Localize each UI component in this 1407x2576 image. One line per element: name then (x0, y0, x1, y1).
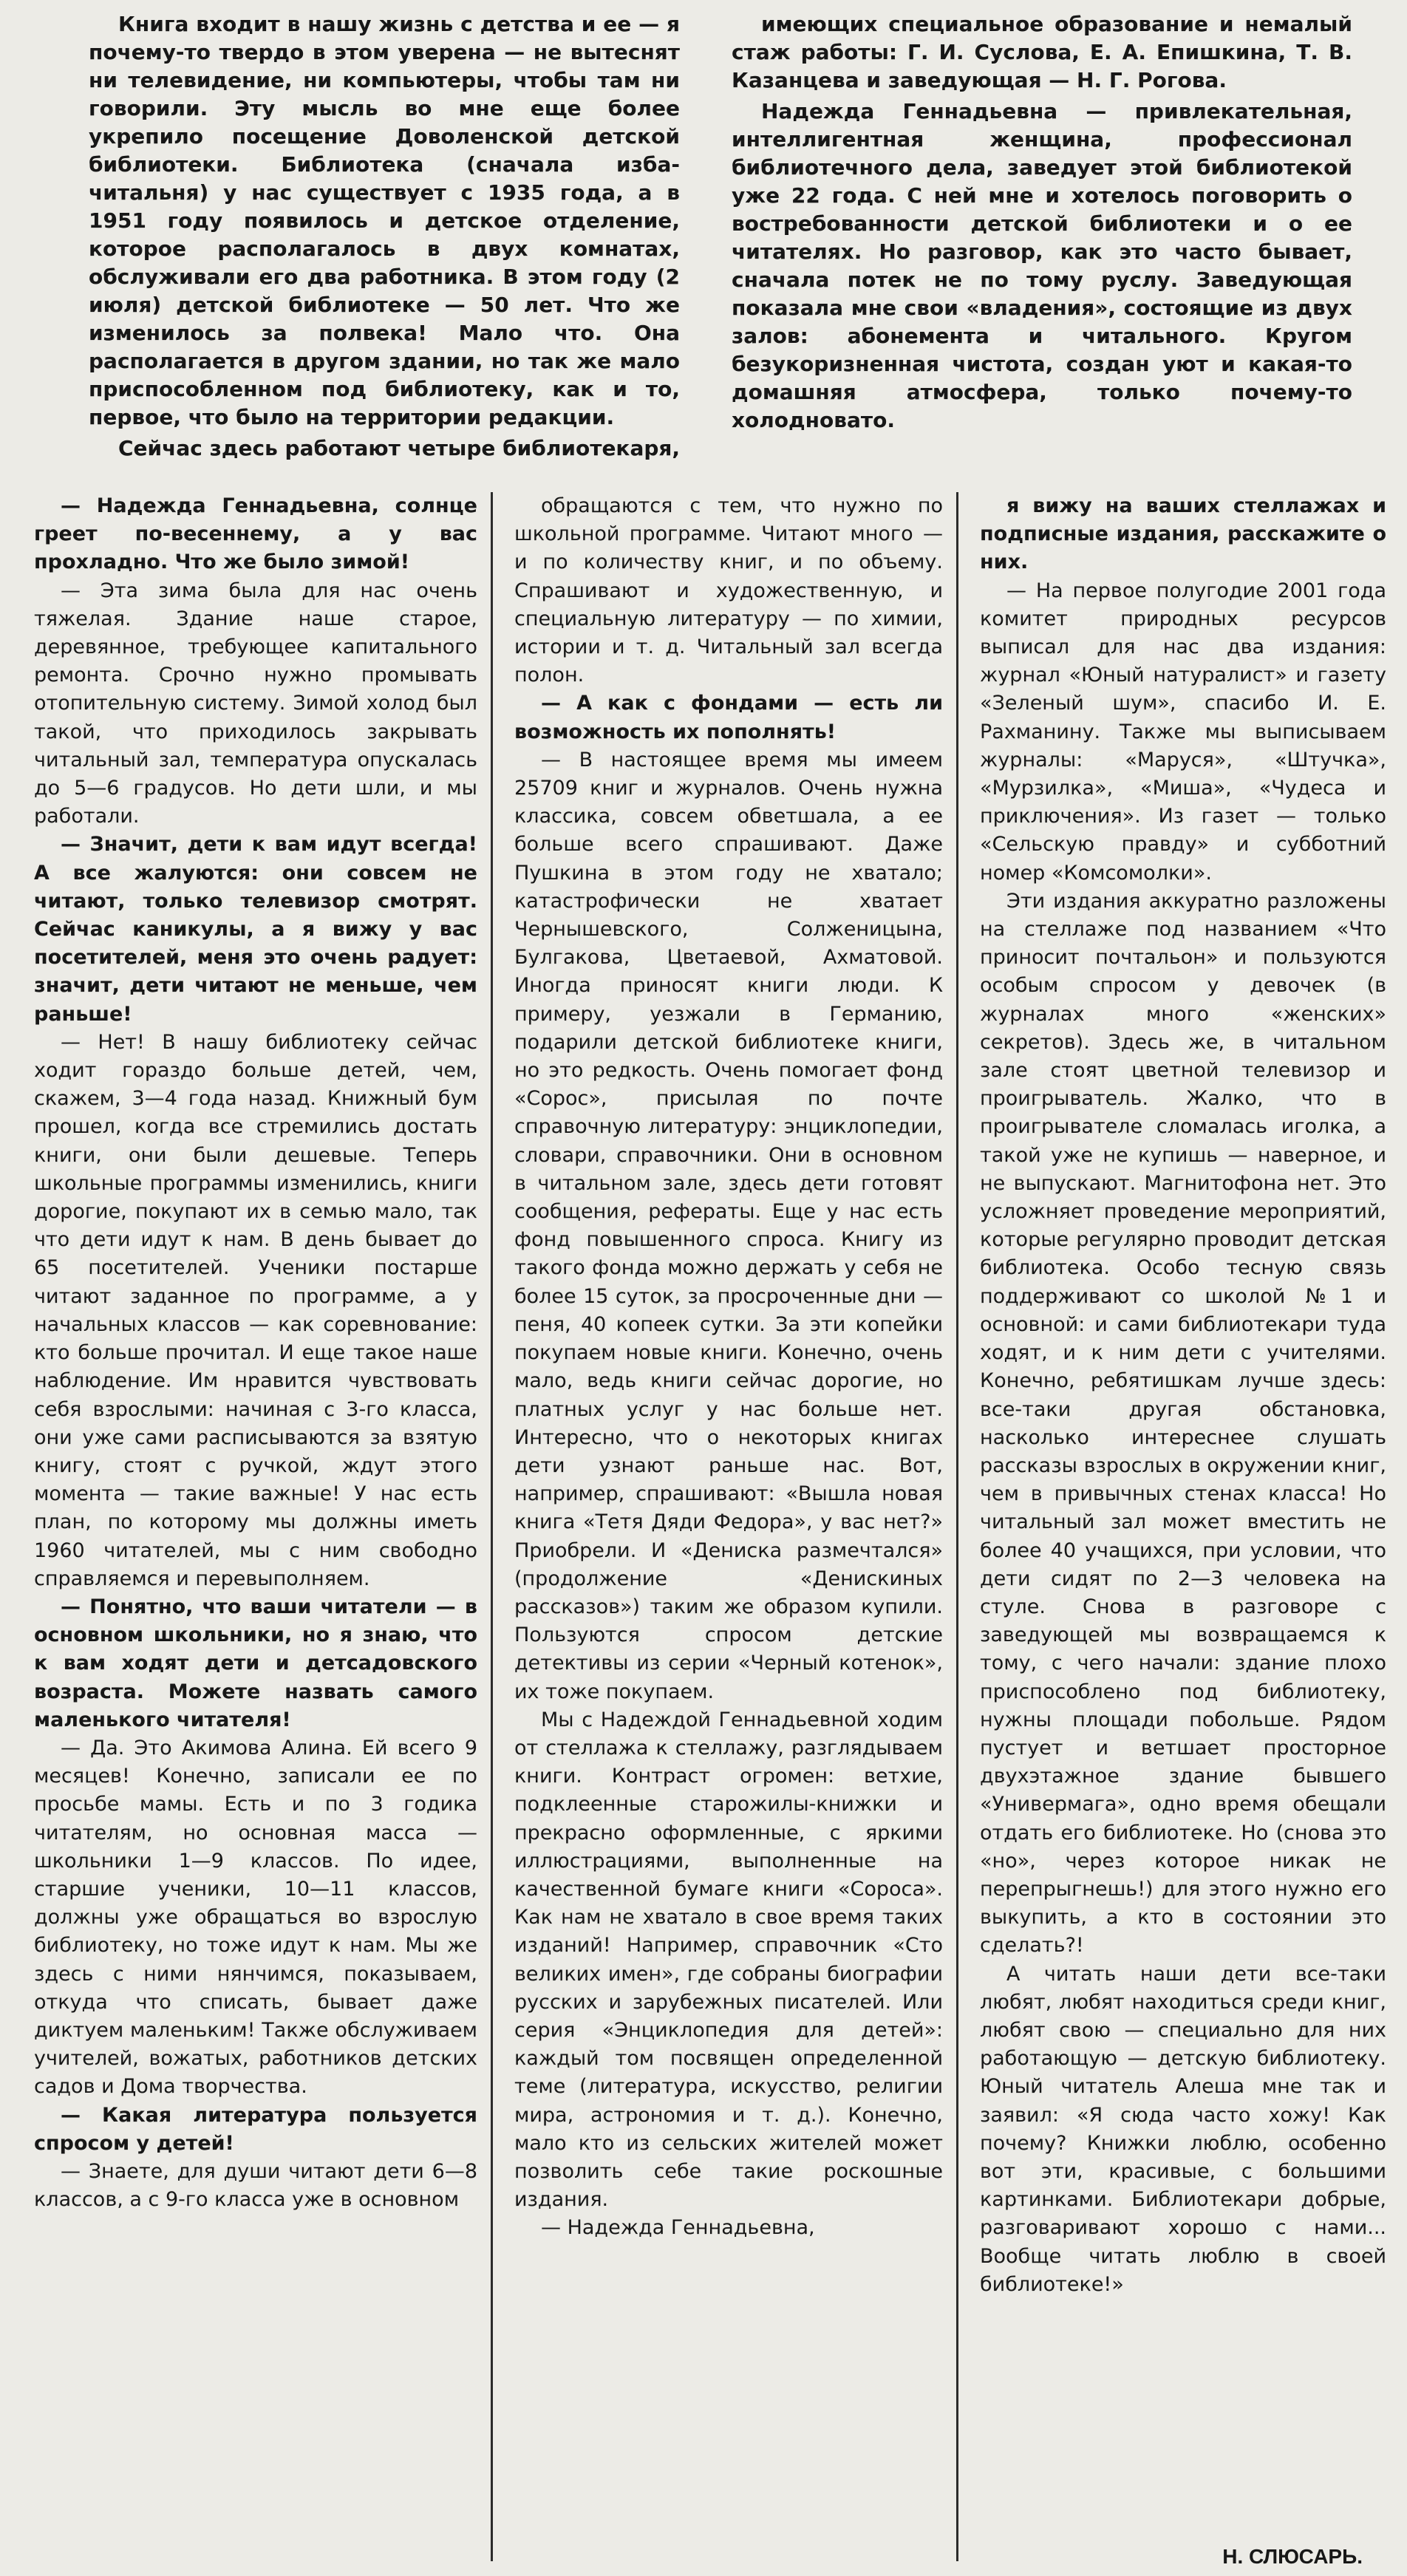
intro-paragraph: Сейчас здесь работают четыре библиотекаря, (118, 436, 680, 460)
article-paragraph: — В настоящее время мы имеем 25709 книг и журналов. Очень нужна классика, совсем обветшала, а ее больше всего спрашивают. Даже Пушкина в этом году не хватало; катастрофически не хватает Чернышевского, Солженицына, Булгакова, Цветаевой, Ахматовой. Иногда приносят книги люди. К примеру, уезжали в Германию, подарили детской библиотеке книги, но это редкость. Очень помогает фонд «Сорос», присылая по почте справочную литературу: энциклопедии, словари, справочники. Они в основном в читальном зале, здесь дети готовят сообщения, рефераты. Еще у нас есть фонд повышенного спроса. Книгу из такого фонда можно держать у себя не более 15 суток, за просроченные дни — пеня, 40 копеек сутки. За эти копейки покупаем новые книги. Конечно, очень мало, ведь книги сейчас дорогие, но платных услуг у нас больше нет. Интересно, что о некоторых книгах дети узнают раньше нас. Вот, например, спрашивают: «Вышла новая книга «Тетя Дяди Федора», у вас нет?» Приобрели. И «Дениска размечтался» (продолжение «Денискиных рассказов») таким же образом купили. Пользуются спросом детские детективы из серии «Черный котенок», их тоже покупаем. (514, 748, 943, 1703)
article-paragraph: — Знаете, для души читают дети 6—8 классов, а с 9-го класса уже в основном (34, 2159, 477, 2212)
intro-paragraph: имеющих специальное образование и немалый стаж работы: Г. И. Суслова, Е. А. Епишкина, Т. В. Казанцева и заведующая — Н. Г. Рогова. (732, 12, 1352, 92)
intro-paragraph: Книга входит в нашу жизнь с детства и ее — я почему-то твердо в этом уверена — не вытеснят ни телевидение, ни компьютеры, чтобы там ни говорили. Эту мысль во мне еще более укрепило посещение Доволенской детской библиотеки. Библиотека (сначала изба-читальня) у нас существует с 1935 года, а в 1951 году появилось и детское отделение, которое располагалось в двух комнатах, обслуживали его два работника. В этом году (2 июля) детской библиотеке — 50 лет. Что же изменилось за полвека! Мало что. Она располагается в другом здании, но так же мало приспособленном под библиотеку, как и то, первое, что было на территории редакции. (89, 12, 680, 429)
interview-question: я вижу на ваших стеллажах и подписные издания, расскажите о них. (980, 494, 1386, 574)
intro-right-column (732, 10, 1352, 437)
intro-left-column (89, 10, 680, 466)
article-paragraph: Мы с Надеждой Геннадьевной ходим от стеллажа к стеллажу, разглядываем книги. Контраст огромен: ветхие, подклеенные старожилы-книжки и прекрасно оформленные, с яркими иллюстрациями, выполненные на качественной бумаге книги «Сороса». Как нам не хватало в свое время таких изданий! Например, справочник «Сто великих имен», где собраны биографии русских и зарубежных писателей. Или серия «Энциклопедия для детей»: каждый том посвящен определенной теме (литература, искусство, религии мира, астрономия и т. д.). Конечно, мало кто из сельских жителей может позволить себе такие роскошные издания. (514, 1708, 943, 2212)
interview-question: — Надежда Геннадьевна, солнце греет по-весеннему, а у вас прохладно. Что же было зимой! (34, 494, 477, 574)
article-paragraph: — Да. Это Акимова Алина. Ей всего 9 месяцев! Конечно, записали ее по просьбе мамы. Есть и по 3 годика читателям, но основная масса — школьники 1—9 классов. По идее, старшие ученики, 10—11 классов, должны уже обращаться во взрослую библиотеку, но тоже идут к нам. Мы же здесь с ними нянчимся, показываем, откуда что списать, бывает даже диктуем маленьким! Также обслуживаем учителей, вожатых, работников детских садов и Дома творчества. (34, 1736, 477, 2099)
article-paragraph: — Нет! В нашу библиотеку сейчас ходит гораздо больше детей, чем, скажем, 3—4 года назад. Книжный бум прошел, когда все стремились достать книги, они были дешевые. Теперь школьные программы изменились, книги дорогие, покупают их в семью мало, так что дети идут к нам. В день бывает до 65 посетителей. Ученики постарше читают заданное по программе, а у начальных классов — как соревнование: кто больше прочитал. И еще такое наше наблюдение. Им нравится чувствовать себя взрослыми: начиная с 3-го класса, они уже сами расписываются за взятую книгу, стоят с ручкой, ждут этого момента — такие важные! У нас есть план, по которому мы должны иметь 1960 читателей, мы с ним свободно справляемся и перевыполняем. (34, 1030, 477, 1590)
article-paragraph: А читать наши дети все-таки любят, любят находиться среди книг, любят свою — специально для них работающую — детскую библиотеку. Юный читатель Алеша мне так и заявил: «Я сюда часто хожу! Как почему? Книжки люблю, особенно вот эти, красивые, с большими картинками. Библиотекари добрые, разговаривают хорошо с нами... Вообще читать люблю в своей библиотеке!» (980, 1962, 1386, 2296)
intro-paragraph: Надежда Геннадьевна — привлекательная, интеллигентная женщина, профессионал библиотечного дела, заведует этой библиотекой уже 22 года. С ней мне и хотелось поговорить о востребованности детской библиотеки и о ее читателях. Но разговор, как это часто бывает, сначала потек не по тому руслу. Заведующая показала мне свои «владения», состоящие из двух залов: абонемента и читального. Кругом безукоризненная чистота, создан уют и какая-то домашняя атмосфера, только почему-то холодновато. (732, 99, 1352, 432)
article-column-3 (980, 492, 1386, 2554)
article-body (34, 492, 1386, 2554)
article-paragraph: обращаются с тем, что нужно по школьной программе. Читают много — и по количеству книг, и по объему. Спрашивают и художественную, и специальную литературу — по химии, истории и т. д. Читальный зал всегда полон. (514, 494, 943, 687)
article-column-1 (34, 492, 477, 2554)
article-paragraph: — На первое полугодие 2001 года комитет природных ресурсов выписал для нас два издания: журнал «Юный натуралист» и газету «Зеленый шум», спасибо И. Е. Рахманину. Также мы выписываем журналы: «Маруся», «Штучка», «Мурзилка», «Миша», «Чудеса и приключения». Из газет — только «Сельскую правду» и субботний номер «Комсомолки». (980, 579, 1386, 885)
article-paragraph: Эти издания аккуратно разложены на стеллаже под названием «Что приносит почтальон» и пользуются особым спросом у девочек (в журналах много «женских» секретов). Здесь же, в читальном зале стоят цветной телевизор и проигрыватель. Жалко, что в проигрывателе сломалась иголка, а такой уже не купишь — наверное, и не выпускают. Магнитофона нет. Это усложняет проведение мероприятий, которые регулярно проводит детская библиотека. Особо тесную связь поддерживают со школой №1 и основной: и сами библиотекари туда ходят, и к ним дети с учителями. Конечно, ребятишкам лучше здесь: все-таки другая обстановка, насколько интереснее слушать рассказы взрослых в окружении книг, чем в привычных стенах класса! Но читальный зал может вместить не более 40 учащихся, при условии, что дети сидят по 2—3 человека на стуле. Снова в разговоре с заведующей мы возвращаемся к тому, с чего начали: здание плохо приспособлено под библиотеку, нужны площади побольше. Рядом пустует и ветшает просторное двухэтажное здание бывшего «Универмага», одно время обещали отдать его библиотеке. Но (снова это «но», через которое никак не перепрыгнешь!) для этого нужно его выкупить, а кто в состоянии это сделать?! (980, 889, 1386, 1957)
article-paragraph: — Надежда Геннадьевна, (541, 2216, 815, 2240)
interview-question: — Значит, дети к вам идут всегда! А все жалуются: они совсем не читают, только телевизор смотрят. Сейчас каникулы, а я вижу у вас посетителей, меня это очень радует: значит, дети читают не меньше, чем раньше! (34, 833, 477, 1026)
interview-question: — А как с фондами — есть ли возможность их пополнять! (514, 692, 943, 743)
author-signature: Н. СЛЮСАРЬ. (1222, 2545, 1363, 2568)
article-paragraph: — Эта зима была для нас очень тяжелая. Здание наше старое, деревянное, требующее капитального ремонта. Срочно нужно промывать отопительную систему. Зимой холод был такой, что приходилось закрывать читальный зал, температура опускалась до 5—6 градусов. Но дети шли, и мы работали. (34, 579, 477, 828)
article-column-2 (514, 492, 943, 2554)
interview-question: — Какая литература пользуется спросом у детей! (34, 2103, 477, 2155)
interview-question: — Понятно, что ваши читатели — в основном школьники, но я знаю, что к вам ходят дети и детсадовского возраста. Можете назвать самого маленького читателя! (34, 1595, 477, 1731)
